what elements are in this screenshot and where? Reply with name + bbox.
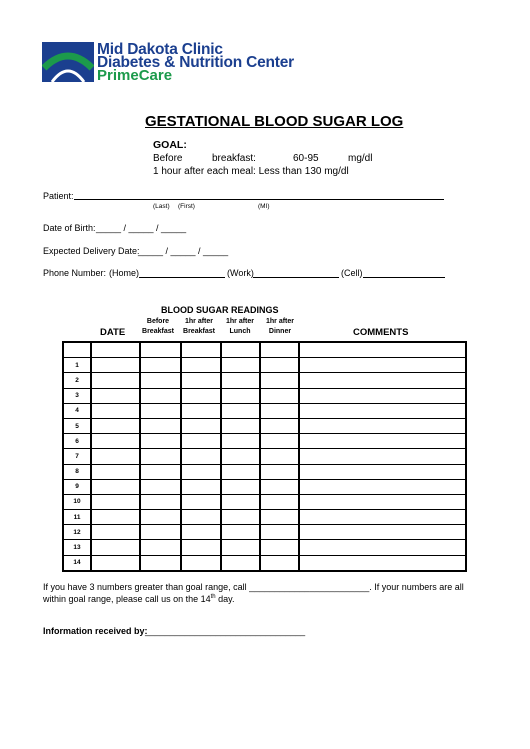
delivery-label: Expected Delivery Date:: [43, 246, 140, 256]
patient-first-label: (First): [178, 203, 195, 210]
comments-header: COMMENTS: [353, 327, 409, 338]
logo-arch-icon: [42, 42, 94, 82]
row-number: 11: [63, 510, 91, 525]
reading-cell[interactable]: [181, 479, 221, 494]
reading-cell[interactable]: [221, 479, 260, 494]
logo-line-3: PrimeCare: [97, 67, 173, 84]
table-row: [63, 403, 466, 418]
page-title: GESTATIONAL BLOOD SUGAR LOG: [145, 113, 404, 130]
reading-cell[interactable]: [221, 494, 260, 509]
date-cell[interactable]: [91, 388, 140, 403]
comment-cell[interactable]: [299, 494, 466, 509]
dob-field[interactable]: _____ / _____ / _____: [96, 223, 187, 233]
phone-work-field[interactable]: [253, 277, 339, 278]
date-cell[interactable]: [91, 510, 140, 525]
info-received-field[interactable]: ________________________________: [145, 626, 306, 636]
reading-cell[interactable]: [221, 342, 260, 358]
reading-cell[interactable]: [140, 358, 181, 373]
reading-cell[interactable]: [260, 418, 299, 433]
reading-cell[interactable]: [260, 540, 299, 555]
row-number: 9: [63, 479, 91, 494]
table-row: [63, 525, 466, 540]
date-cell[interactable]: [91, 342, 140, 358]
row-number: 7: [63, 449, 91, 464]
comment-cell[interactable]: [299, 479, 466, 494]
reading-cell[interactable]: [221, 373, 260, 388]
date-cell[interactable]: [91, 434, 140, 449]
blood-sugar-log-table: [62, 341, 467, 572]
col-header-before-breakfast: Before Breakfast: [142, 318, 174, 335]
table-row: [63, 464, 466, 479]
dob-label: Date of Birth:: [43, 223, 96, 233]
reading-cell[interactable]: [221, 434, 260, 449]
phone-home-field[interactable]: [139, 277, 225, 278]
goal-breakfast: breakfast:: [212, 153, 256, 164]
reading-cell[interactable]: [181, 403, 221, 418]
reading-cell[interactable]: [260, 449, 299, 464]
reading-cell[interactable]: [140, 449, 181, 464]
logo-line-2: Diabetes & Nutrition Center: [97, 54, 294, 71]
col-header-after-dinner: 1hr after Dinner: [265, 318, 294, 335]
date-header: DATE: [100, 327, 126, 338]
logo-line-1: Mid Dakota Clinic: [97, 41, 223, 58]
comment-cell[interactable]: [299, 358, 466, 373]
reading-cell[interactable]: [260, 555, 299, 571]
table-row: [63, 388, 466, 403]
reading-cell[interactable]: [140, 388, 181, 403]
reading-cell[interactable]: [260, 434, 299, 449]
footer-instructions: [43, 581, 483, 605]
phone-label: Phone Number:: [43, 268, 107, 278]
info-received-label: Information received by:: [43, 626, 148, 636]
patient-last-label: (Last): [153, 203, 170, 210]
reading-cell[interactable]: [260, 525, 299, 540]
reading-cell[interactable]: [221, 418, 260, 433]
phone-work-label: (Work): [227, 268, 254, 278]
table-row: [63, 540, 466, 555]
reading-cell[interactable]: [221, 525, 260, 540]
reading-cell[interactable]: [140, 494, 181, 509]
date-cell[interactable]: [91, 418, 140, 433]
comment-cell[interactable]: [299, 449, 466, 464]
reading-cell[interactable]: [260, 464, 299, 479]
date-cell[interactable]: [91, 403, 140, 418]
reading-cell[interactable]: [140, 434, 181, 449]
table-row: [63, 434, 466, 449]
reading-cell[interactable]: [260, 342, 299, 358]
date-cell[interactable]: [91, 479, 140, 494]
table-row: [63, 449, 466, 464]
reading-cell[interactable]: [260, 510, 299, 525]
comment-cell[interactable]: [299, 464, 466, 479]
date-cell[interactable]: [91, 555, 140, 571]
delivery-field[interactable]: _____ / _____ / _____: [138, 246, 229, 256]
col-header-after-lunch: 1hr after Lunch: [225, 318, 254, 335]
goal-before: Before: [153, 153, 183, 164]
reading-cell[interactable]: [181, 540, 221, 555]
row-number: 1: [63, 358, 91, 373]
row-number: 2: [63, 373, 91, 388]
reading-cell[interactable]: [221, 510, 260, 525]
row-number: 4: [63, 403, 91, 418]
comment-cell[interactable]: [299, 373, 466, 388]
reading-cell[interactable]: [181, 342, 221, 358]
row-number: 8: [63, 464, 91, 479]
reading-cell[interactable]: [181, 464, 221, 479]
reading-cell[interactable]: [181, 525, 221, 540]
reading-cell[interactable]: [140, 403, 181, 418]
table-row: [63, 479, 466, 494]
comment-cell[interactable]: [299, 525, 466, 540]
reading-cell[interactable]: [140, 510, 181, 525]
row-number: 13: [63, 540, 91, 555]
phone-cell-label: (Cell): [341, 268, 363, 278]
reading-cell[interactable]: [181, 418, 221, 433]
reading-cell[interactable]: [181, 555, 221, 571]
date-cell[interactable]: [91, 525, 140, 540]
date-cell[interactable]: [91, 540, 140, 555]
reading-cell[interactable]: [181, 449, 221, 464]
date-cell[interactable]: [91, 449, 140, 464]
reading-cell[interactable]: [221, 388, 260, 403]
reading-cell[interactable]: [181, 388, 221, 403]
table-row: [63, 494, 466, 509]
table-row: [63, 358, 466, 373]
clinic-logo: [42, 42, 322, 84]
reading-cell[interactable]: [221, 449, 260, 464]
phone-home-label: (Home): [109, 268, 140, 278]
row-number: [63, 342, 91, 358]
date-cell[interactable]: [91, 358, 140, 373]
reading-cell[interactable]: [221, 555, 260, 571]
table-row: [63, 342, 466, 358]
comment-cell[interactable]: [299, 388, 466, 403]
comment-cell[interactable]: [299, 342, 466, 358]
comment-cell[interactable]: [299, 434, 466, 449]
reading-cell[interactable]: [140, 373, 181, 388]
patient-label: Patient:: [43, 191, 74, 201]
date-cell[interactable]: [91, 464, 140, 479]
reading-cell[interactable]: [140, 525, 181, 540]
reading-cell[interactable]: [221, 540, 260, 555]
date-cell[interactable]: [91, 494, 140, 509]
row-number: 14: [63, 555, 91, 571]
reading-cell[interactable]: [140, 555, 181, 571]
row-number: 6: [63, 434, 91, 449]
reading-cell[interactable]: [181, 434, 221, 449]
table-row: [63, 510, 466, 525]
footer-text-end: day.: [215, 594, 235, 604]
phone-cell-field[interactable]: [363, 277, 445, 278]
row-number: 3: [63, 388, 91, 403]
reading-cell[interactable]: [221, 358, 260, 373]
reading-cell[interactable]: [181, 358, 221, 373]
reading-cell[interactable]: [140, 479, 181, 494]
reading-cell[interactable]: [260, 494, 299, 509]
patient-field[interactable]: [74, 199, 444, 200]
row-number: 10: [63, 494, 91, 509]
goal-range: 60-95: [293, 153, 319, 164]
comment-cell[interactable]: [299, 418, 466, 433]
reading-cell[interactable]: [140, 540, 181, 555]
reading-cell[interactable]: [140, 464, 181, 479]
patient-mi-label: (MI): [258, 203, 270, 210]
reading-cell[interactable]: [260, 358, 299, 373]
reading-cell[interactable]: [140, 418, 181, 433]
row-number: 5: [63, 418, 91, 433]
reading-cell[interactable]: [181, 373, 221, 388]
date-cell[interactable]: [91, 373, 140, 388]
goal-unit: mg/dl: [348, 153, 373, 164]
footer-text: If you have 3 numbers greater than goal range, call ________________________. If your numbers are all within goal range, please call us on the 14: [43, 582, 464, 604]
comment-cell[interactable]: [299, 540, 466, 555]
reading-cell[interactable]: [260, 388, 299, 403]
comment-cell[interactable]: [299, 510, 466, 525]
table-row: [63, 373, 466, 388]
comment-cell[interactable]: [299, 403, 466, 418]
reading-cell[interactable]: [260, 479, 299, 494]
reading-cell[interactable]: [221, 464, 260, 479]
row-number: 12: [63, 525, 91, 540]
table-row: [63, 555, 466, 571]
reading-cell[interactable]: [260, 403, 299, 418]
reading-cell[interactable]: [181, 510, 221, 525]
reading-cell[interactable]: [181, 494, 221, 509]
reading-cell[interactable]: [221, 403, 260, 418]
comment-cell[interactable]: [299, 555, 466, 571]
goal-heading: GOAL:: [153, 139, 187, 151]
reading-cell[interactable]: [260, 373, 299, 388]
readings-title: BLOOD SUGAR READINGS: [161, 305, 279, 315]
col-header-after-breakfast: 1hr after Breakfast: [183, 318, 215, 335]
reading-cell[interactable]: [140, 342, 181, 358]
footer-sup: th: [210, 594, 216, 600]
goal-after-meal: 1 hour after each meal: Less than 130 mg/dl: [153, 166, 349, 177]
table-row: [63, 418, 466, 433]
